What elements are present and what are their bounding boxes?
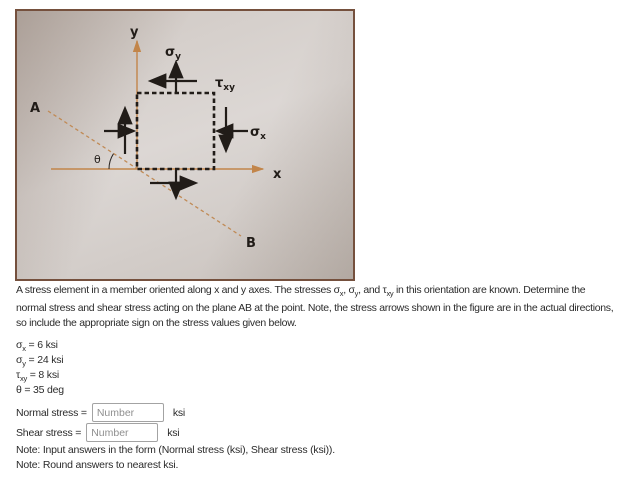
problem-statement: A stress element in a member oriented along x and y axes. The stresses $\sigma_x$, $\sigma_y$, and $\tau_{xy}$ in this orientation are known. Determine the normal stress and shear stress acting on the plane AB at the point. Note, the stress arrows shown in the figure are in the actual directions, so include the appropriate sign on the stress values given below.: [16, 284, 614, 330]
stress-element-figure: [15, 9, 355, 281]
shear-stress-unit: ksi: [167, 426, 180, 439]
theta-label: θ: [94, 153, 101, 166]
given-tau-xy: $\tau_{xy} = 8$ ksi: [16, 369, 60, 384]
normal-stress-input[interactable]: [92, 403, 164, 422]
sigma-y-label: $\sigma_y$: [165, 45, 181, 62]
sigma-x-label: $\sigma_x$: [250, 125, 266, 142]
given-values: [16, 338, 64, 398]
point-a-label: A: [30, 101, 41, 116]
normal-stress-label: Normal stress =: [16, 406, 87, 419]
shear-stress-input[interactable]: [86, 423, 158, 442]
point-b-label: B: [246, 236, 256, 251]
y-axis-label: y: [130, 25, 139, 40]
note-rounding: Note: Round answers to nearest ksi.: [16, 459, 179, 471]
normal-stress-unit: ksi: [172, 406, 186, 419]
note-input-format: Note: Input answers in the form (Normal stress (ksi), Shear stress (ksi)).: [16, 444, 335, 456]
theta-arc: [109, 154, 114, 169]
tau-xy-label: $\tau_{xy}$: [215, 76, 235, 93]
given-theta: θ = 35 deg: [16, 384, 64, 396]
given-sigma-y: $\sigma_y = 24$ ksi: [16, 354, 64, 369]
stress-element-diagram: [17, 11, 353, 279]
normal-stress-row: [16, 403, 185, 422]
x-axis-label: x: [273, 167, 282, 182]
plane-ab-line: [48, 111, 241, 236]
given-sigma-x: $\sigma_x = 6$ ksi: [16, 339, 58, 354]
shear-stress-row: [16, 423, 179, 442]
shear-stress-label: Shear stress =: [16, 426, 82, 439]
stress-element-square: [137, 93, 214, 169]
